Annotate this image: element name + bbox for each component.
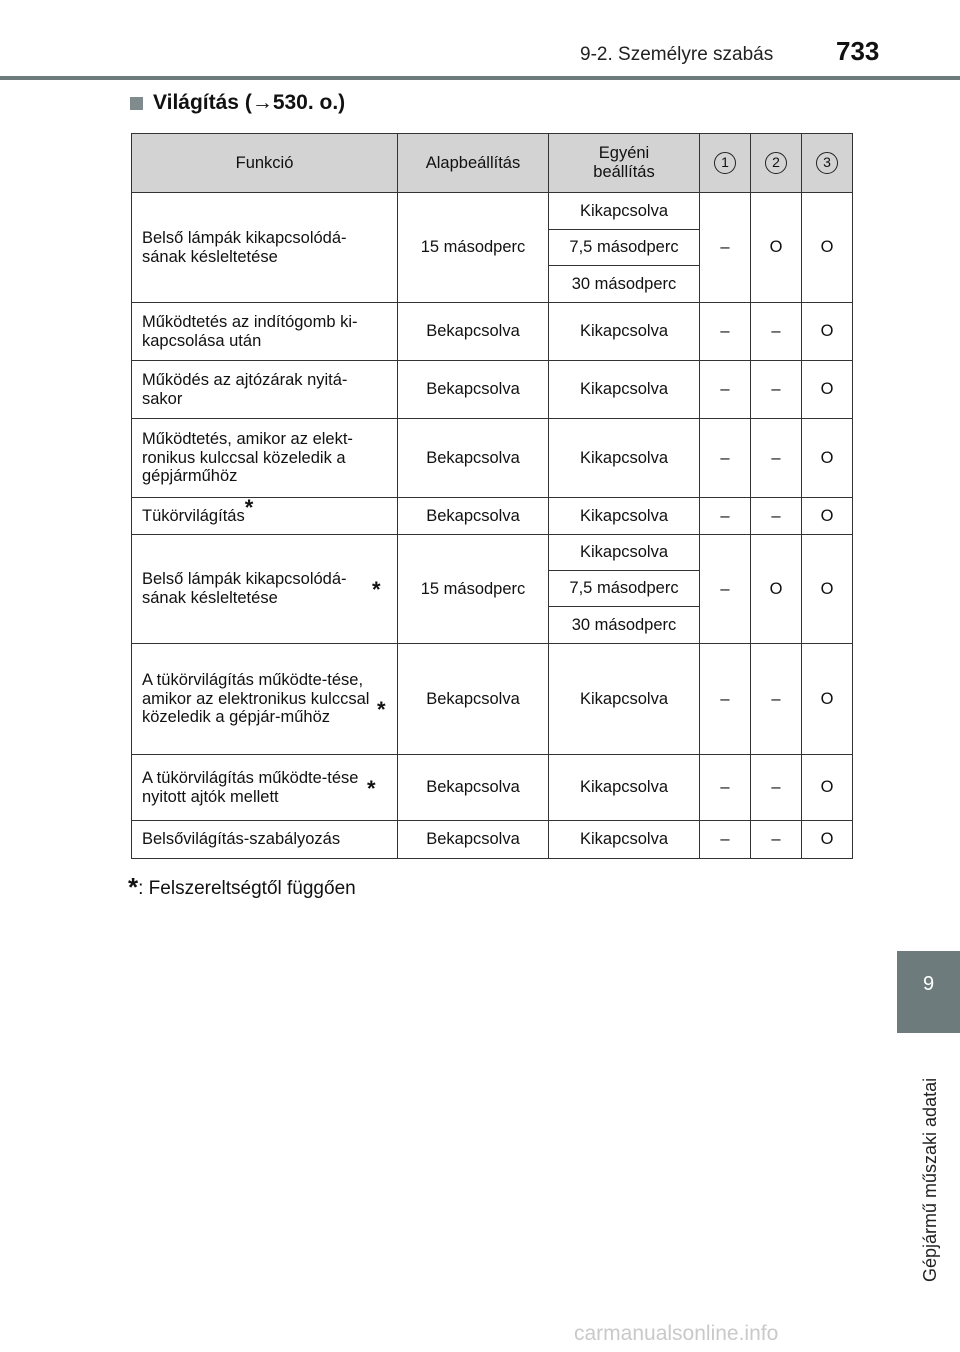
header-funkcio: Funkció — [132, 134, 398, 193]
function-text: Tükörvilágítás — [142, 506, 245, 525]
section-header: 9-2. Személyre szabás — [580, 44, 774, 65]
option-cell: Kikapcsolva — [549, 644, 700, 755]
table-row — [132, 193, 853, 230]
asterisk-mark: * — [244, 494, 254, 520]
square-bullet-icon — [130, 97, 143, 110]
option-cell: Kikapcsolva — [549, 498, 700, 535]
table-row — [132, 535, 853, 571]
function-cell — [132, 361, 398, 419]
table-row — [132, 755, 853, 821]
default-cell: Bekapcsolva — [398, 361, 549, 419]
col2-cell: – — [751, 419, 802, 498]
function-cell — [132, 535, 398, 644]
function-cell — [132, 193, 398, 303]
asterisk-mark: * — [367, 775, 376, 801]
header-alapbeallitas: Alapbeállítás — [398, 134, 549, 193]
col3-cell: O — [802, 193, 853, 303]
circled-3-icon: 3 — [816, 152, 838, 174]
col1-cell: – — [700, 193, 751, 303]
col2-cell: – — [751, 644, 802, 755]
section-title-text: Világítás (→530. o.) — [153, 91, 346, 114]
col1-cell: – — [700, 361, 751, 419]
function-text: Belső lámpák kikapcsolódá-sának késleltetése — [142, 228, 347, 266]
option-cell: 30 másodperc — [549, 607, 700, 644]
option-cell: 7,5 másodperc — [549, 230, 700, 266]
function-cell — [132, 644, 398, 755]
header-col-1 — [700, 134, 751, 193]
col3-cell: O — [802, 644, 853, 755]
function-cell — [132, 419, 398, 498]
circled-1-icon: 1 — [714, 152, 736, 174]
option-cell: Kikapcsolva — [549, 821, 700, 859]
settings-table — [131, 133, 853, 859]
table-row — [132, 498, 853, 535]
col2-cell: – — [751, 361, 802, 419]
header-col-2 — [751, 134, 802, 193]
option-cell: 30 másodperc — [549, 266, 700, 303]
col2-cell: O — [751, 193, 802, 303]
option-cell: Kikapcsolva — [549, 419, 700, 498]
option-cell: 7,5 másodperc — [549, 571, 700, 607]
asterisk-mark: * — [372, 577, 381, 602]
function-text: A tükörvilágítás működte-tése nyitott ajtók mellett — [142, 768, 359, 806]
footnote — [128, 872, 356, 903]
table-header-row — [132, 134, 853, 193]
page-number: 733 — [836, 36, 880, 66]
table-row — [132, 419, 853, 498]
col2-cell: – — [751, 821, 802, 859]
asterisk-mark: * — [377, 696, 386, 722]
col1-cell: – — [700, 535, 751, 644]
footnote-text: : Felszereltségtől függően — [138, 878, 356, 899]
col3-cell: O — [802, 419, 853, 498]
function-cell — [132, 755, 398, 821]
function-text: Működtetés, amikor az elekt-ronikus kulccsal közeledik a gépjárműhöz — [142, 429, 353, 486]
option-cell: Kikapcsolva — [549, 303, 700, 361]
table-row — [132, 821, 853, 859]
default-cell: Bekapcsolva — [398, 755, 549, 821]
col2-cell: O — [751, 535, 802, 644]
header-col-3 — [802, 134, 853, 193]
col3-cell: O — [802, 755, 853, 821]
default-cell: Bekapcsolva — [398, 821, 549, 859]
chapter-tab — [897, 951, 960, 1033]
chapter-number: 9 — [922, 973, 935, 995]
col1-cell: – — [700, 303, 751, 361]
col3-cell: O — [802, 535, 853, 644]
option-cell: Kikapcsolva — [549, 535, 700, 571]
default-cell: 15 másodperc — [398, 193, 549, 303]
col1-cell: – — [700, 755, 751, 821]
chapter-label: Gépjármű műszaki adatai — [920, 1077, 940, 1282]
col2-cell: – — [751, 498, 802, 535]
option-cell: Kikapcsolva — [549, 361, 700, 419]
default-cell: Bekapcsolva — [398, 303, 549, 361]
default-cell: Bekapcsolva — [398, 498, 549, 535]
function-cell — [132, 494, 398, 535]
section-title — [130, 91, 345, 115]
option-cell: Kikapcsolva — [549, 193, 700, 230]
col3-cell: O — [802, 498, 853, 535]
default-cell: Bekapcsolva — [398, 644, 549, 755]
col2-cell: – — [751, 755, 802, 821]
function-text: Működtetés az indítógomb ki-kapcsolása után — [142, 312, 358, 350]
function-text: A tükörvilágítás működte-tése, amikor az elektronikus kulccsal közeledik a gépjár-műhöz — [142, 670, 370, 727]
header-egyeni-text: Egyéni beállítás — [593, 144, 655, 181]
function-cell — [132, 303, 398, 361]
col1-cell: – — [700, 419, 751, 498]
col1-cell: – — [700, 821, 751, 859]
footnote-asterisk: * — [128, 872, 139, 902]
function-cell: Belsővilágítás-szabályozás — [132, 821, 398, 859]
default-cell: 15 másodperc — [398, 535, 549, 644]
circled-2-icon: 2 — [765, 152, 787, 174]
function-text: Működés az ajtózárak nyitá-sakor — [142, 370, 348, 408]
col3-cell: O — [802, 361, 853, 419]
header-divider — [0, 76, 960, 80]
option-cell: Kikapcsolva — [549, 755, 700, 821]
table-row — [132, 644, 853, 755]
col2-cell: – — [751, 303, 802, 361]
col1-cell: – — [700, 644, 751, 755]
col1-cell: – — [700, 498, 751, 535]
col3-cell: O — [802, 303, 853, 361]
header-egyeni-beallitas — [549, 134, 700, 193]
table-row — [132, 303, 853, 361]
watermark: carmanualsonline.info — [574, 1322, 779, 1345]
table-row — [132, 361, 853, 419]
function-text: Belső lámpák kikapcsolódá-sának késleltetése — [142, 570, 347, 607]
default-cell: Bekapcsolva — [398, 419, 549, 498]
col3-cell: O — [802, 821, 853, 859]
